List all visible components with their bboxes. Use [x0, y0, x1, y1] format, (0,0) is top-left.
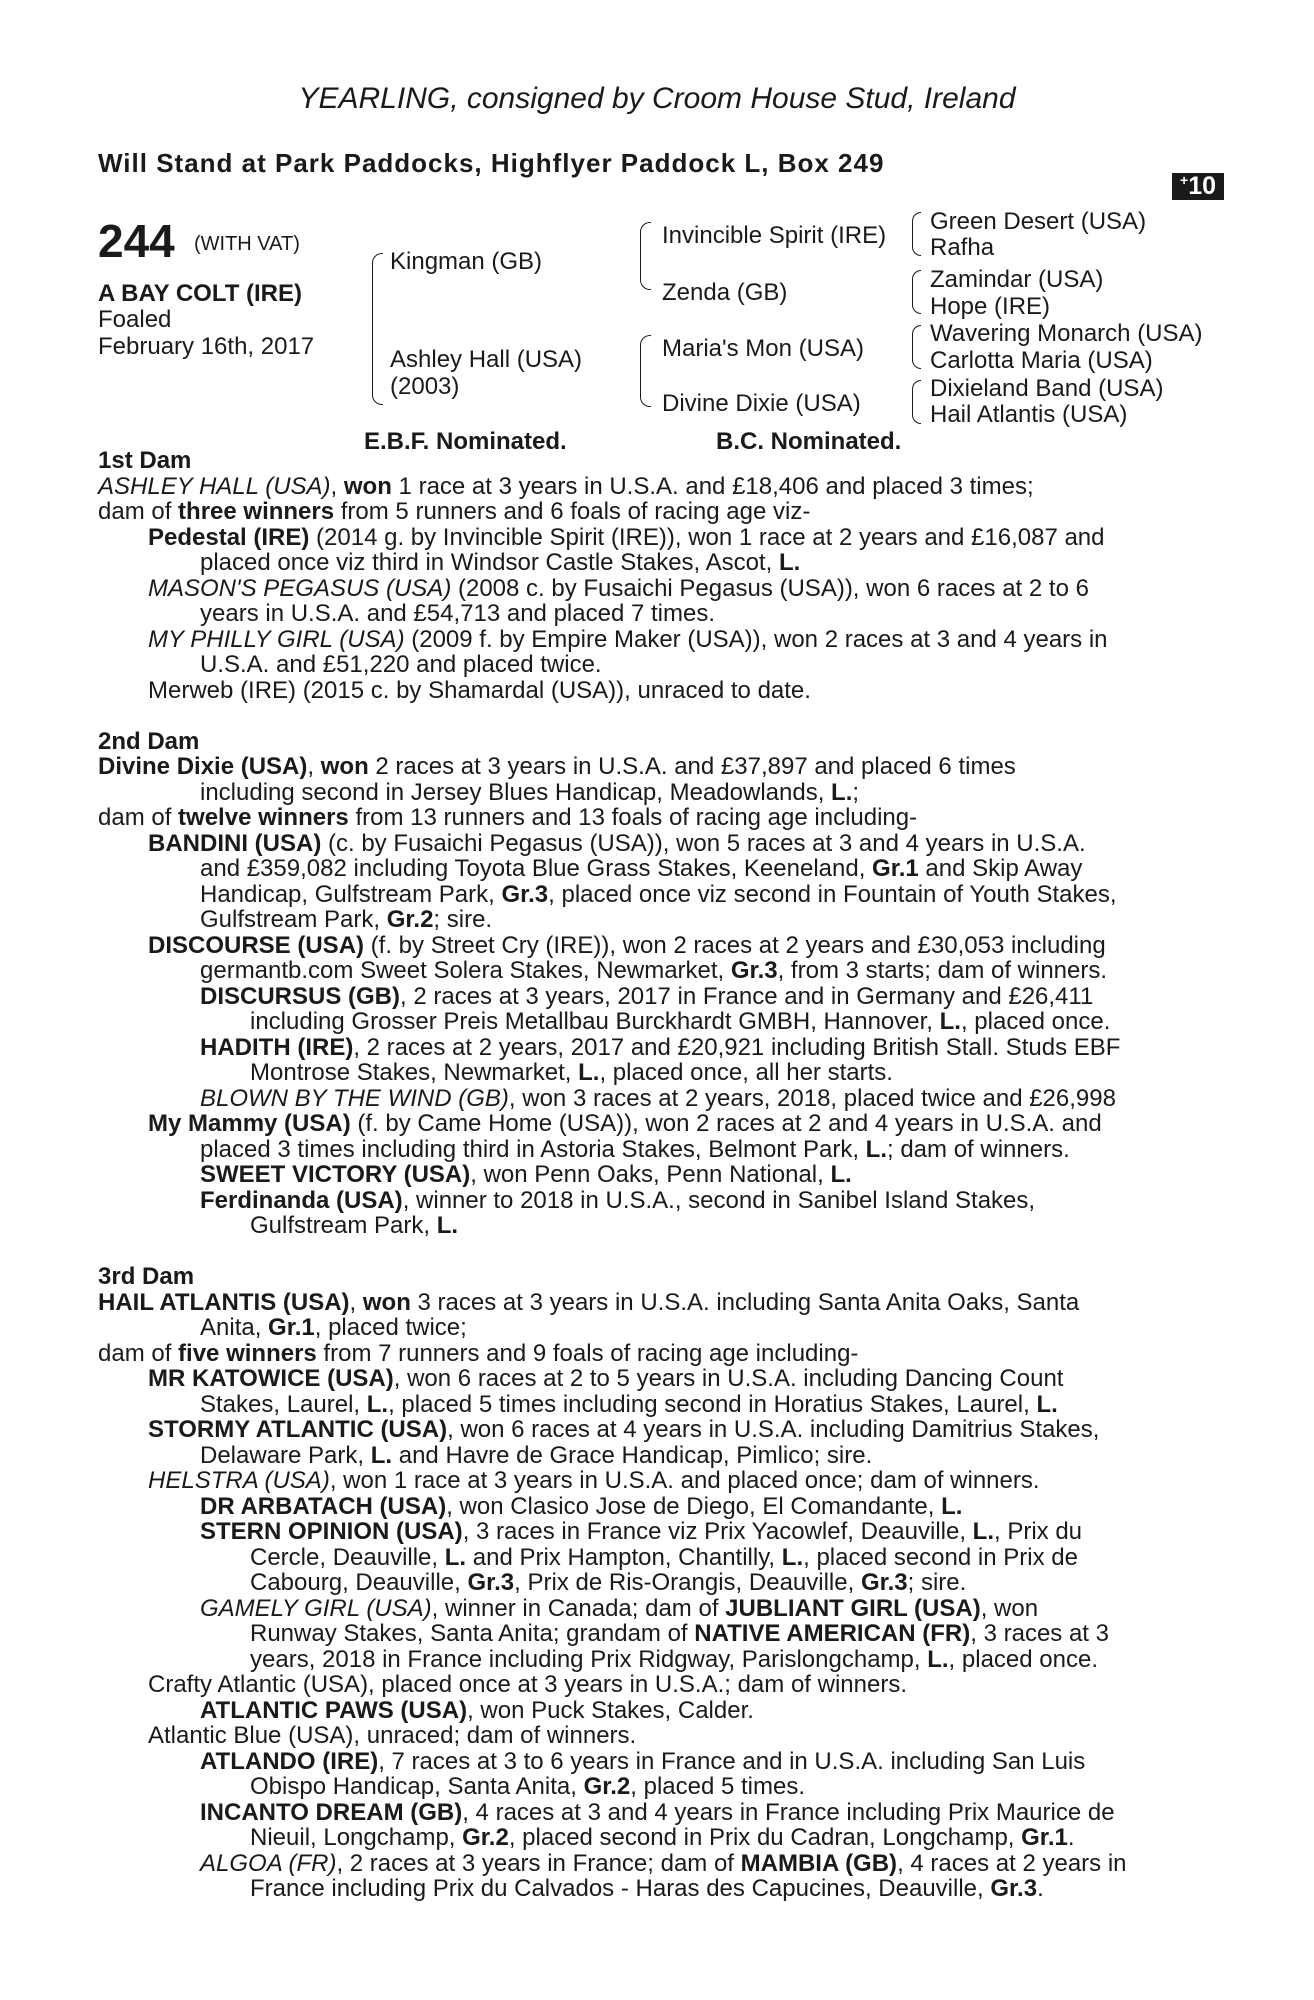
record-line: ASHLEY HALL (USA), won 1 race at 3 years in U.S.A. and £18,406 and placed 3 times; [98, 472, 1034, 500]
catalogue-header: YEARLING, consigned by Croom House Stud, Ireland [298, 82, 1016, 115]
record-line: ATLANDO (IRE), 7 races at 3 to 6 years in France and in U.S.A. including San Luis [200, 1747, 1086, 1775]
record-line: Ferdinanda (USA), winner to 2018 in U.S.A., second in Sanibel Island Stakes, [200, 1186, 1036, 1214]
record-line: Obispo Handicap, Santa Anita, Gr.2, placed 5 times. [250, 1773, 806, 1800]
record-line: GAMELY GIRL (USA), winner in Canada; dam of JUBLIANT GIRL (USA), won [200, 1594, 1039, 1622]
sd-sire: Zamindar (USA) [930, 266, 1104, 293]
pedigree-brace [640, 335, 651, 407]
sire: Kingman (GB) [390, 248, 543, 275]
record-line: germantb.com Sweet Solera Stakes, Newmarket, Gr.3, from 3 starts; dam of winners. [200, 957, 1108, 984]
dd-sire: Dixieland Band (USA) [930, 375, 1164, 402]
ss-dam: Rafha [930, 234, 995, 261]
record-line: HAIL ATLANTIS (USA), won 3 races at 3 years in U.S.A. including Santa Anita Oaks, Santa [98, 1288, 1080, 1316]
dd-dam: Hail Atlantis (USA) [930, 401, 1128, 428]
pedigree-brace [912, 270, 921, 314]
record-line: France including Prix du Calvados - Haras des Capucines, Deauville, Gr.3. [250, 1875, 1044, 1902]
pedigree-brace [372, 253, 383, 405]
record-line: HELSTRA (USA), won 1 race at 3 years in U.S.A. and placed once; dam of winners. [148, 1467, 1040, 1494]
record-line: years, 2018 in France including Prix Ridgway, Parislongchamp, L., placed once. [250, 1645, 1098, 1673]
foaled-date: February 16th, 2017 [98, 333, 315, 360]
dam: Ashley Hall (USA) [390, 346, 583, 373]
record-line: 2nd Dam [98, 727, 200, 755]
record-line: and £359,082 including Toyota Blue Grass Stakes, Keeneland, Gr.1 and Skip Away [200, 855, 1083, 882]
record-line: Divine Dixie (USA), won 2 races at 3 years in U.S.A. and £37,897 and placed 6 times [98, 753, 1016, 780]
record-line: Cercle, Deauville, L. and Prix Hampton, Chantilly, L., placed second in Prix de [250, 1543, 1078, 1571]
record-line: DISCURSUS (GB), 2 races at 3 years, 2017 in France and in Germany and £26,411 [200, 982, 1094, 1010]
spacer [98, 1239, 1208, 1265]
record-line: BANDINI (USA) (c. by Fusaichi Pegasus (USA)), won 5 races at 3 and 4 years in U.S.A. [148, 829, 1086, 857]
vat-label: (WITH VAT) [194, 233, 300, 255]
dam-year: (2003) [390, 373, 460, 400]
record-line: 1st Dam [98, 447, 192, 474]
record-line: MR KATOWICE (USA), won 6 races at 2 to 5 years in U.S.A. including Dancing Count [148, 1365, 1064, 1392]
record-line: Stakes, Laurel, L., placed 5 times including second in Horatius Stakes, Laurel, L. [200, 1390, 1058, 1418]
dam-dam: Divine Dixie (USA) [662, 390, 861, 417]
spacer [98, 703, 1208, 729]
record-line: ATLANTIC PAWS (USA), won Puck Stakes, Calder. [200, 1696, 754, 1724]
record-line: HADITH (IRE), 2 races at 2 years, 2017 and £20,921 including British Stall. Studs EBF [200, 1033, 1121, 1061]
record-line: dam of twelve winners from 13 runners and 13 foals of racing age including- [98, 804, 918, 831]
record-line: INCANTO DREAM (GB), 4 races at 3 and 4 years in France including Prix Maurice de [200, 1798, 1115, 1826]
lot-number: 244 [98, 215, 175, 267]
record-line: placed once viz third in Windsor Castle Stakes, Ascot, L. [200, 549, 801, 576]
page-badge [1172, 173, 1224, 200]
sire-sire: Invincible Spirit (IRE) [662, 222, 887, 249]
record-line: Merweb (IRE) (2015 c. by Shamardal (USA)), unraced to date. [148, 676, 811, 704]
record-line: BLOWN BY THE WIND (GB), won 3 races at 2 years, 2018, placed twice and £26,998 [200, 1084, 1116, 1112]
ds-dam: Carlotta Maria (USA) [930, 347, 1153, 374]
record-line: U.S.A. and £51,220 and placed twice. [200, 651, 602, 678]
record-line: years in U.S.A. and £54,713 and placed 7 times. [200, 600, 715, 627]
record-line: SWEET VICTORY (USA), won Penn Oaks, Penn National, L. [200, 1161, 852, 1188]
stand-location: Will Stand at Park Paddocks, Highflyer Paddock L, Box 249 [98, 148, 885, 178]
ds-sire: Wavering Monarch (USA) [930, 320, 1203, 347]
record-line: Gulfstream Park, L. [250, 1212, 459, 1239]
ss-sire: Green Desert (USA) [930, 208, 1147, 235]
record-line: DISCOURSE (USA) (f. by Street Cry (IRE)), won 2 races at 2 years and £30,053 including [148, 931, 1106, 959]
record-line: Nieuil, Longchamp, Gr.2, placed second in Prix du Cadran, Longchamp, Gr.1. [250, 1824, 1075, 1851]
record-line: Handicap, Gulfstream Park, Gr.3, placed once viz second in Fountain of Youth Stakes, [200, 880, 1117, 908]
ebf-nominated: E.B.F. Nominated. [364, 428, 567, 455]
record-line: Delaware Park, L. and Havre de Grace Handicap, Pimlico; sire. [200, 1441, 873, 1469]
record-line: STERN OPINION (USA), 3 races in France viz Prix Yacowlef, Deauville, L., Prix du [200, 1518, 1083, 1545]
sd-dam: Hope (IRE) [930, 293, 1051, 320]
pedigree-brace [640, 222, 651, 290]
record-line: Gulfstream Park, Gr.2; sire. [200, 906, 493, 933]
record-line: Anita, Gr.1, placed twice; [200, 1314, 467, 1341]
foaled-label: Foaled [98, 306, 172, 333]
record-line: Atlantic Blue (USA), unraced; dam of winners. [148, 1722, 637, 1749]
record-line: MY PHILLY GIRL (USA) (2009 f. by Empire Maker (USA)), won 2 races at 3 and 4 years in [148, 625, 1108, 653]
pedigree-brace [912, 212, 921, 256]
record-line: 3rd Dam [98, 1263, 195, 1290]
record-line: Crafty Atlantic (USA), placed once at 3 years in U.S.A.; dam of winners. [148, 1671, 907, 1698]
pedigree-brace [912, 380, 921, 424]
record-line: STORMY ATLANTIC (USA), won 6 races at 4 years in U.S.A. including Damitrius Stakes, [148, 1416, 1100, 1443]
record-line: Montrose Stakes, Newmarket, L., placed once, all her starts. [250, 1059, 893, 1086]
record-line: Pedestal (IRE) (2014 g. by Invincible Spirit (IRE)), won 1 race at 2 years and £16,087 and [148, 523, 1105, 551]
sire-dam: Zenda (GB) [662, 279, 788, 306]
record-line: DR ARBATACH (USA), won Clasico Jose de Diego, El Comandante, L. [200, 1492, 963, 1520]
record-line: including Grosser Preis Metallbau Burckhardt GMBH, Hannover, L., placed once. [250, 1008, 1111, 1035]
dam-sire: Maria's Mon (USA) [662, 335, 864, 362]
bc-nominated: B.C. Nominated. [716, 428, 902, 455]
record-line: My Mammy (USA) (f. by Came Home (USA)), won 2 races at 2 and 4 years in U.S.A. and [148, 1110, 1102, 1137]
badge-number: 10 [1188, 172, 1216, 200]
record-line: ALGOA (FR), 2 races at 3 years in France; dam of MAMBIA (GB), 4 races at 2 years in [200, 1849, 1127, 1877]
badge-plus: + [1180, 172, 1189, 188]
horse-description: A BAY COLT (IRE) [98, 280, 303, 307]
family-record [98, 448, 1208, 1902]
pedigree-brace [912, 325, 921, 369]
record-line: MASON'S PEGASUS (USA) (2008 c. by Fusaichi Pegasus (USA)), won 6 races at 2 to 6 [148, 574, 1089, 602]
record-line: including second in Jersey Blues Handicap, Meadowlands, L.; [200, 778, 860, 806]
record-line: Runway Stakes, Santa Anita; grandam of NATIVE AMERICAN (FR), 3 races at 3 [250, 1620, 1109, 1647]
record-line: dam of three winners from 5 runners and 6 foals of racing age viz- [98, 498, 811, 525]
record-line: dam of five winners from 7 runners and 9 foals of racing age including- [98, 1339, 859, 1367]
record-line: placed 3 times including third in Astoria Stakes, Belmont Park, L.; dam of winners. [200, 1135, 1070, 1163]
record-line: Cabourg, Deauville, Gr.3, Prix de Ris-Orangis, Deauville, Gr.3; sire. [250, 1569, 967, 1596]
